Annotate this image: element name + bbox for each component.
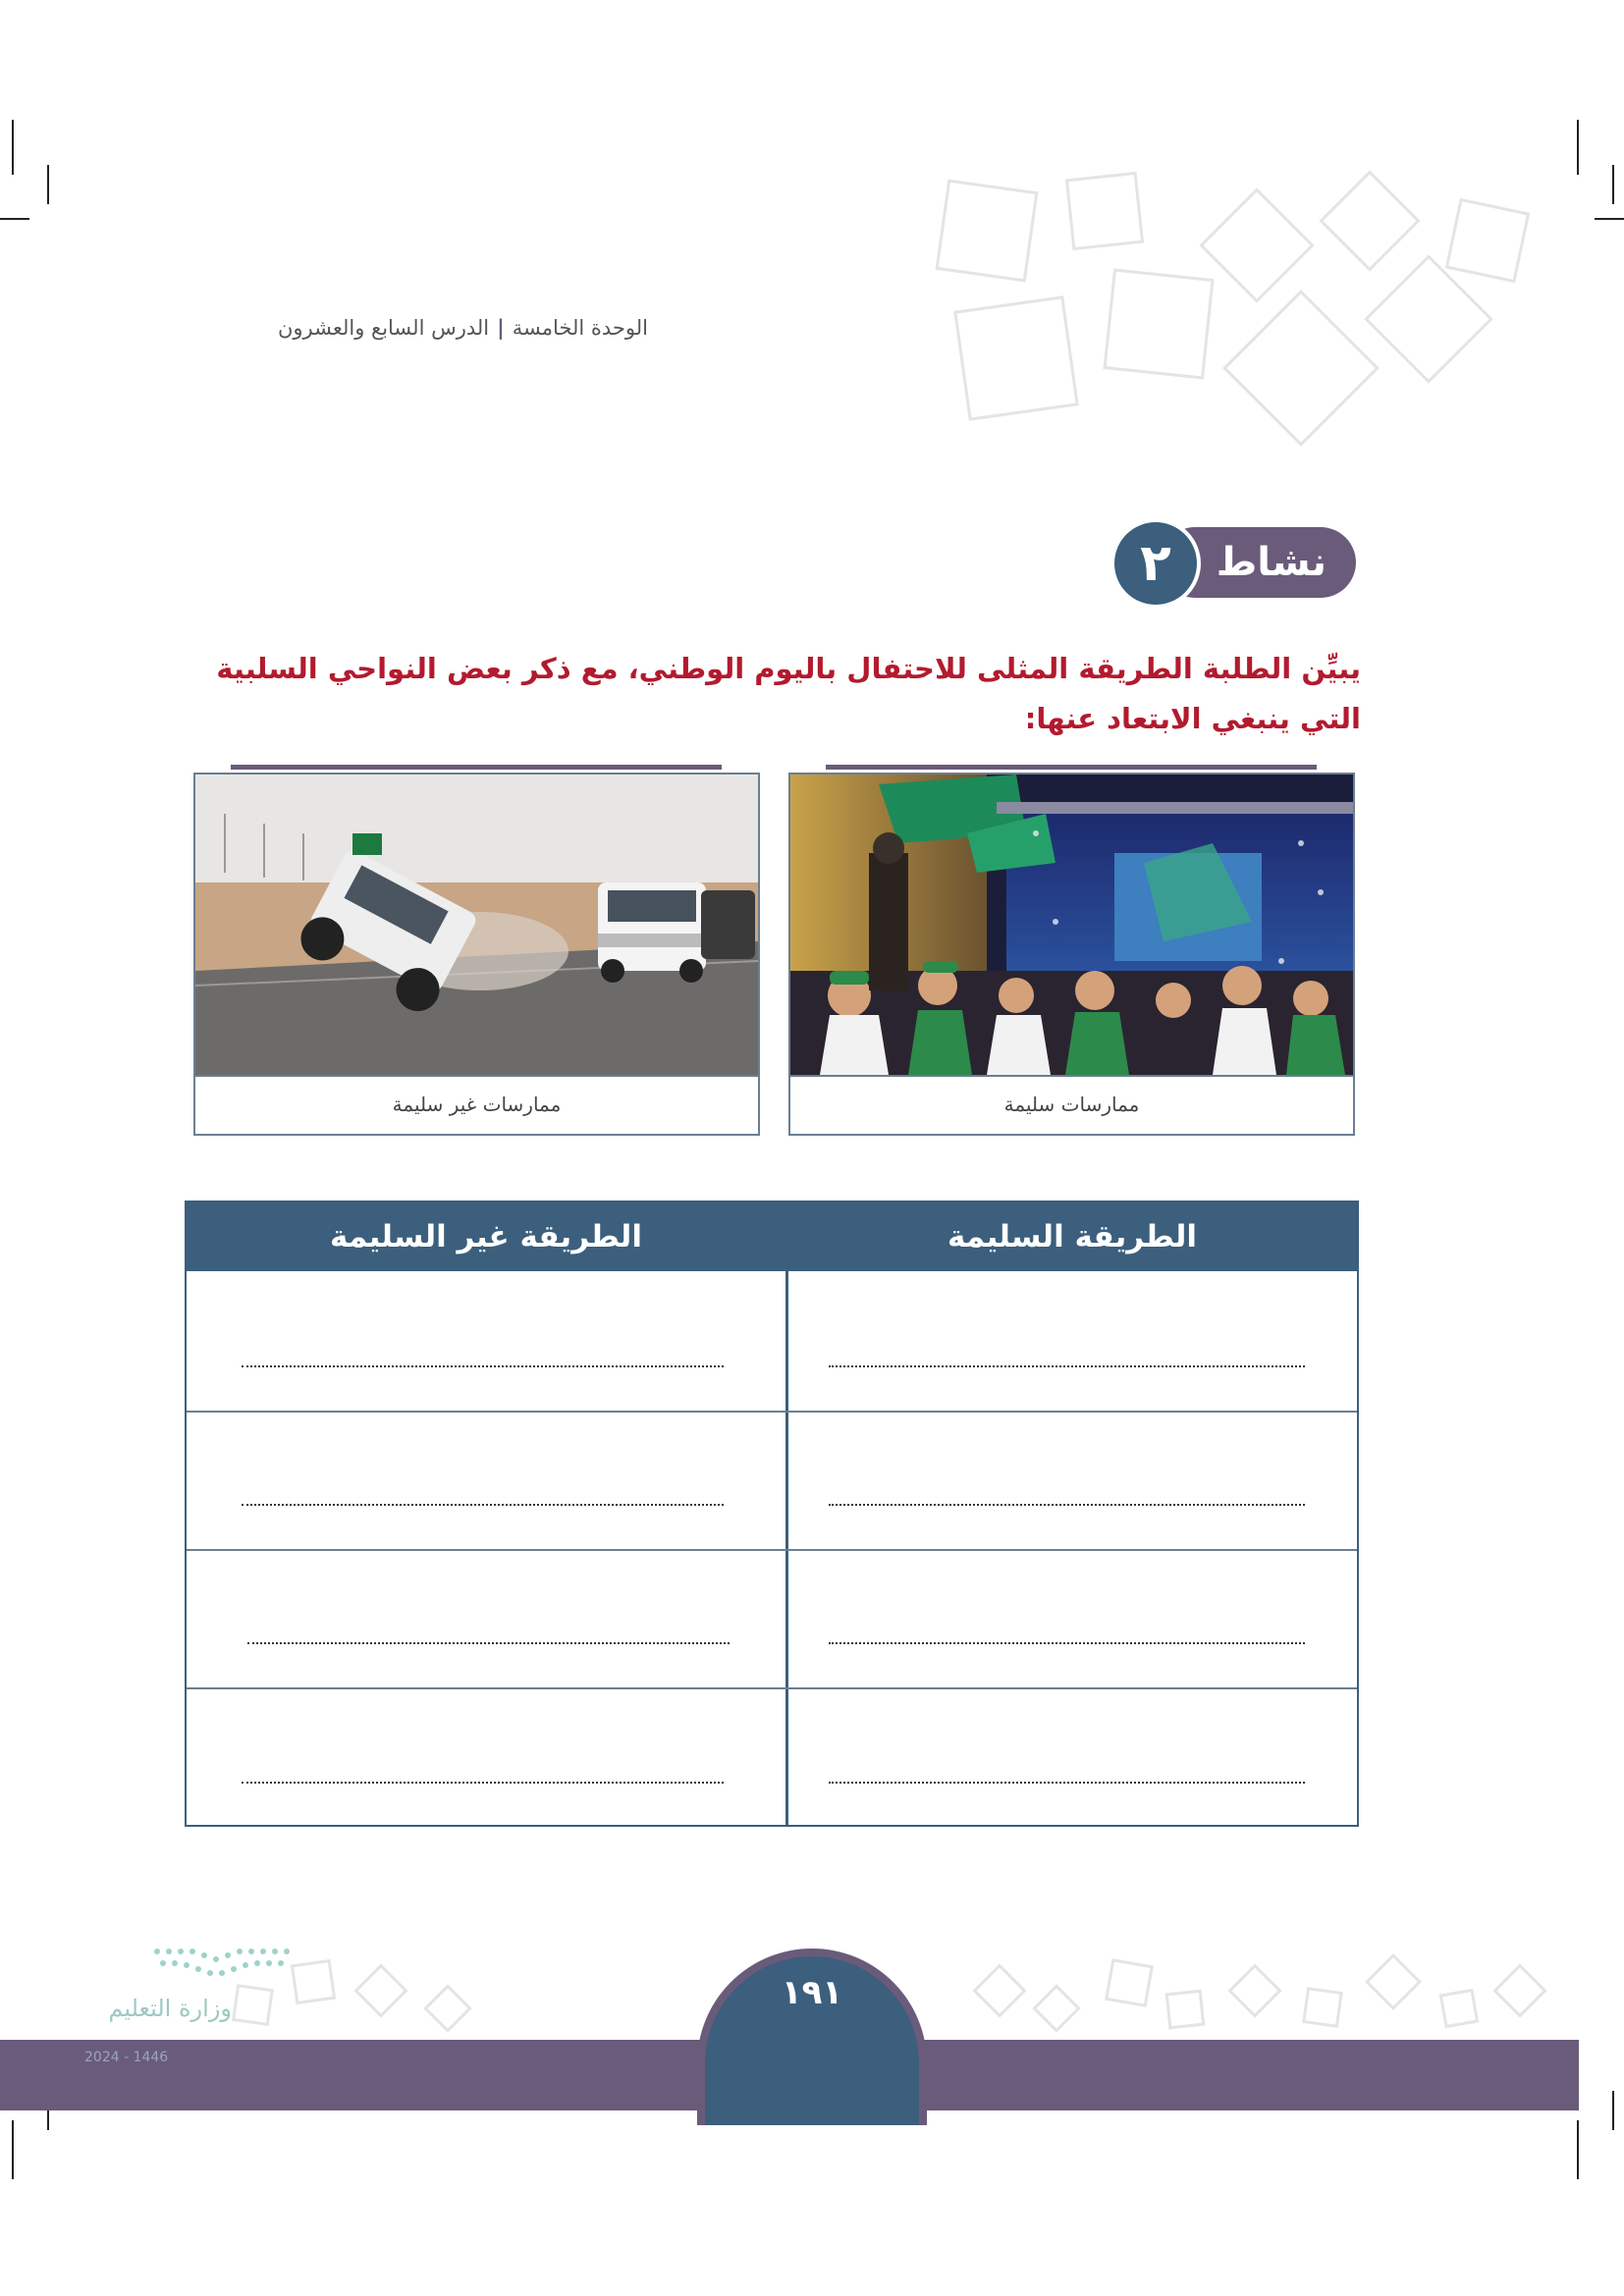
answer-line[interactable] bbox=[829, 1768, 1305, 1784]
celebration-crowd-photo bbox=[788, 773, 1355, 1077]
photo-caption: ممارسات غير سليمة bbox=[193, 1077, 760, 1136]
answer-line[interactable] bbox=[242, 1768, 724, 1784]
answer-line[interactable] bbox=[242, 1352, 724, 1367]
crop-mark bbox=[12, 120, 14, 175]
photo-card-healthy bbox=[788, 773, 1355, 1136]
page-number: ١٩١ bbox=[781, 1973, 843, 2012]
table-row-divider bbox=[187, 1411, 1357, 1413]
photo-card-topbar bbox=[231, 765, 722, 770]
table-row-divider bbox=[187, 1687, 1357, 1689]
crop-mark bbox=[1595, 218, 1624, 220]
photo-caption: ممارسات سليمة bbox=[788, 1077, 1355, 1136]
ministry-name: وزارة التعليم bbox=[108, 1995, 232, 2022]
answer-line[interactable] bbox=[242, 1490, 724, 1506]
answer-line[interactable] bbox=[829, 1352, 1305, 1367]
activity-badge bbox=[1110, 518, 1356, 609]
answer-line[interactable] bbox=[247, 1629, 730, 1644]
table-header-healthy: الطريقة السليمة bbox=[787, 1202, 1357, 1271]
table-row-divider bbox=[187, 1549, 1357, 1551]
photo-card-unhealthy bbox=[193, 773, 760, 1136]
decorative-pattern bbox=[923, 167, 1591, 481]
ministry-logo-icon bbox=[147, 1942, 295, 1991]
activity-question: يبيِّن الطلبة الطريقة المثلى للاحتفال باليوم الوطني، مع ذكر بعض النواحي السلبية التي ينبغي الابتعاد عنها: bbox=[216, 652, 1361, 735]
crop-mark bbox=[1612, 165, 1614, 204]
activity-label: نشاط bbox=[1216, 540, 1326, 585]
crop-mark bbox=[0, 218, 29, 220]
lesson-title: الدرس السابع والعشرون bbox=[277, 316, 490, 340]
crop-mark bbox=[1612, 2091, 1614, 2130]
crop-mark bbox=[12, 2120, 14, 2179]
header-separator: | bbox=[497, 316, 505, 340]
activity-number: ٢ bbox=[1110, 518, 1201, 609]
table-column-divider bbox=[785, 1202, 788, 1827]
table-header-unhealthy: الطريقة غير السليمة bbox=[187, 1202, 785, 1271]
answer-line[interactable] bbox=[829, 1490, 1305, 1506]
unit-lesson-header bbox=[187, 316, 648, 355]
crop-mark bbox=[1577, 2120, 1579, 2179]
practices-table bbox=[185, 1201, 1359, 1827]
photo-card-topbar bbox=[826, 765, 1317, 770]
car-drifting-photo bbox=[193, 773, 760, 1077]
ministry-year: 2024 - 1446 bbox=[84, 2050, 169, 2065]
unit-title: الوحدة الخامسة bbox=[512, 316, 648, 340]
answer-line[interactable] bbox=[829, 1629, 1305, 1644]
crop-mark bbox=[47, 165, 49, 204]
